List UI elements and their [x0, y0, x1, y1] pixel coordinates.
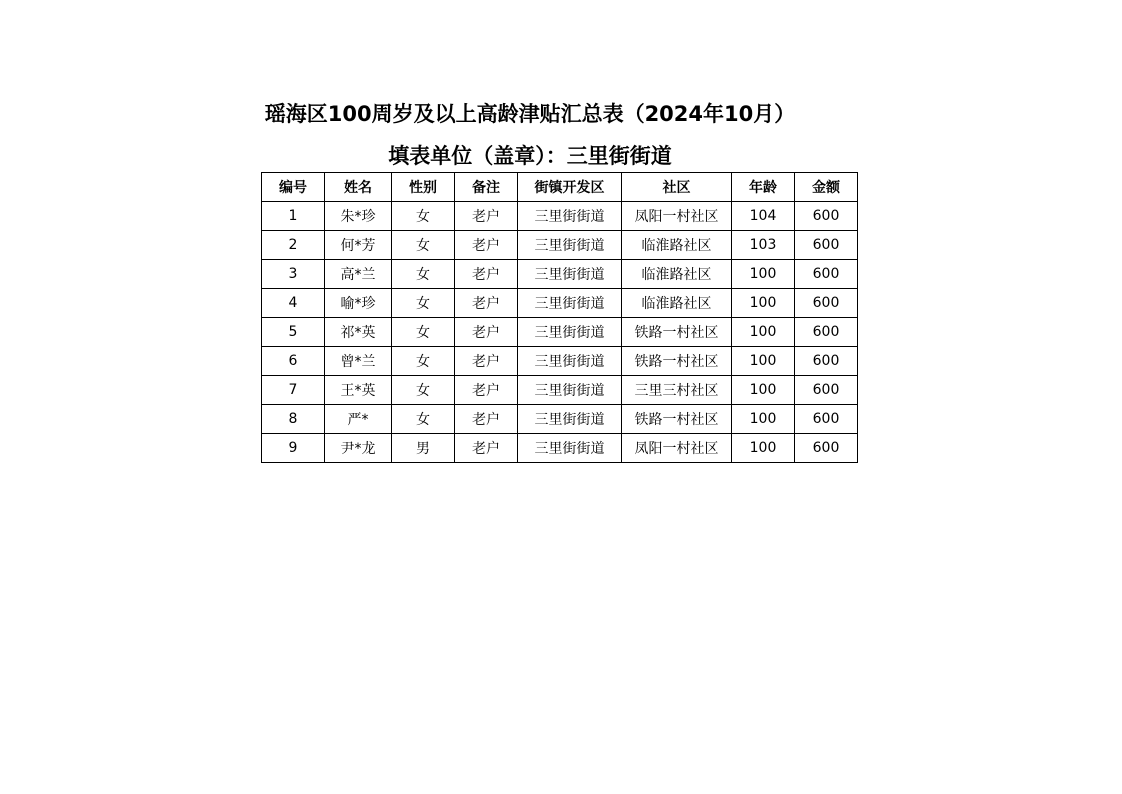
header-number: 编号 — [262, 173, 325, 202]
cell-note: 老户 — [455, 289, 518, 318]
header-gender: 性别 — [392, 173, 455, 202]
table-row — [262, 318, 858, 347]
cell-name: 祁*英 — [325, 318, 392, 347]
header-street: 街镇开发区 — [518, 173, 622, 202]
cell-gender: 女 — [392, 289, 455, 318]
cell-note: 老户 — [455, 231, 518, 260]
cell-note: 老户 — [455, 260, 518, 289]
cell-amount: 600 — [795, 347, 858, 376]
table-row — [262, 376, 858, 405]
cell-note: 老户 — [455, 202, 518, 231]
cell-name: 何*芳 — [325, 231, 392, 260]
cell-community: 临淮路社区 — [622, 289, 732, 318]
cell-street: 三里街街道 — [518, 260, 622, 289]
document-title: 瑶海区100周岁及以上高龄津贴汇总表（2024年10月） — [264, 102, 796, 126]
cell-community: 临淮路社区 — [622, 231, 732, 260]
table-row — [262, 434, 858, 463]
cell-note: 老户 — [455, 434, 518, 463]
cell-gender: 女 — [392, 202, 455, 231]
cell-number: 6 — [262, 347, 325, 376]
cell-amount: 600 — [795, 318, 858, 347]
cell-number: 9 — [262, 434, 325, 463]
cell-name: 喻*珍 — [325, 289, 392, 318]
cell-name: 王*英 — [325, 376, 392, 405]
cell-street: 三里街街道 — [518, 289, 622, 318]
table-row — [262, 347, 858, 376]
cell-age: 100 — [732, 260, 795, 289]
table-row — [262, 231, 858, 260]
cell-number: 2 — [262, 231, 325, 260]
cell-amount: 600 — [795, 260, 858, 289]
cell-street: 三里街街道 — [518, 405, 622, 434]
cell-note: 老户 — [455, 405, 518, 434]
cell-number: 7 — [262, 376, 325, 405]
cell-name: 曾*兰 — [325, 347, 392, 376]
cell-street: 三里街街道 — [518, 318, 622, 347]
cell-amount: 600 — [795, 202, 858, 231]
cell-amount: 600 — [795, 289, 858, 318]
cell-age: 100 — [732, 434, 795, 463]
cell-amount: 600 — [795, 376, 858, 405]
cell-age: 100 — [732, 289, 795, 318]
cell-age: 100 — [732, 376, 795, 405]
cell-number: 3 — [262, 260, 325, 289]
cell-number: 8 — [262, 405, 325, 434]
cell-age: 103 — [732, 231, 795, 260]
cell-note: 老户 — [455, 318, 518, 347]
cell-note: 老户 — [455, 347, 518, 376]
cell-name: 严* — [325, 405, 392, 434]
cell-gender: 女 — [392, 376, 455, 405]
header-age: 年龄 — [732, 173, 795, 202]
cell-note: 老户 — [455, 376, 518, 405]
cell-age: 100 — [732, 318, 795, 347]
cell-number: 5 — [262, 318, 325, 347]
cell-street: 三里街街道 — [518, 202, 622, 231]
cell-street: 三里街街道 — [518, 347, 622, 376]
table-row — [262, 405, 858, 434]
cell-community: 铁路一村社区 — [622, 318, 732, 347]
cell-name: 尹*龙 — [325, 434, 392, 463]
cell-gender: 女 — [392, 260, 455, 289]
table-header-row — [262, 173, 858, 202]
cell-gender: 女 — [392, 347, 455, 376]
cell-street: 三里街街道 — [518, 231, 622, 260]
cell-name: 朱*珍 — [325, 202, 392, 231]
cell-number: 1 — [262, 202, 325, 231]
cell-community: 铁路一村社区 — [622, 347, 732, 376]
cell-age: 104 — [732, 202, 795, 231]
subsidy-summary-table — [261, 172, 858, 463]
table-row — [262, 289, 858, 318]
table-body — [262, 202, 858, 463]
cell-community: 凤阳一村社区 — [622, 202, 732, 231]
cell-number: 4 — [262, 289, 325, 318]
cell-street: 三里街街道 — [518, 434, 622, 463]
cell-gender: 男 — [392, 434, 455, 463]
cell-amount: 600 — [795, 405, 858, 434]
cell-amount: 600 — [795, 231, 858, 260]
cell-age: 100 — [732, 405, 795, 434]
cell-gender: 女 — [392, 405, 455, 434]
cell-community: 铁路一村社区 — [622, 405, 732, 434]
header-note: 备注 — [455, 173, 518, 202]
cell-street: 三里街街道 — [518, 376, 622, 405]
header-name: 姓名 — [325, 173, 392, 202]
cell-name: 高*兰 — [325, 260, 392, 289]
header-amount: 金额 — [795, 173, 858, 202]
cell-community: 临淮路社区 — [622, 260, 732, 289]
table-row — [262, 260, 858, 289]
cell-amount: 600 — [795, 434, 858, 463]
cell-gender: 女 — [392, 231, 455, 260]
cell-community: 三里三村社区 — [622, 376, 732, 405]
table-row — [262, 202, 858, 231]
filing-unit: 填表单位（盖章）：三里街街道 — [388, 144, 672, 168]
cell-age: 100 — [732, 347, 795, 376]
header-community: 社区 — [622, 173, 732, 202]
cell-gender: 女 — [392, 318, 455, 347]
cell-community: 凤阳一村社区 — [622, 434, 732, 463]
